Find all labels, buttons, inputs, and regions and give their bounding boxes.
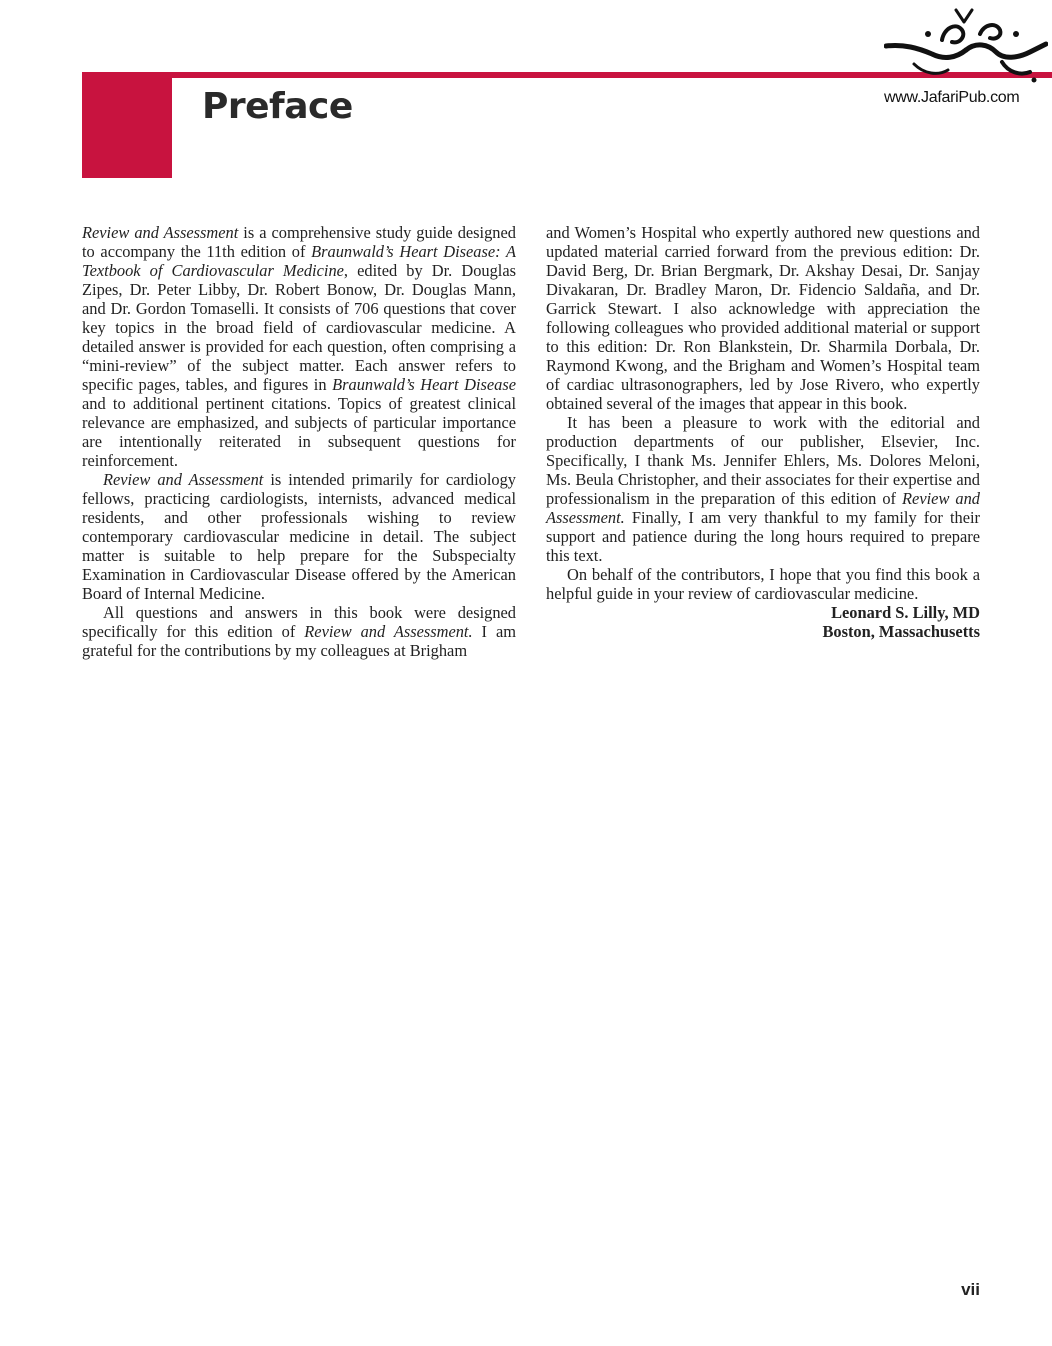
paragraph (82, 223, 516, 470)
right-column (546, 223, 980, 641)
jafaripub-logo-icon (884, 4, 1048, 86)
paragraph (82, 603, 516, 660)
body-text: is intended primarily for cardiology fellows, practicing cardiologists, internists, advanced medical residents, and other professionals wishing to review contemporary cardiovascular medicine in detail. The subject matter is suitable to help prepare for the Subspecialty Examination in Cardiovascular Disease offered by the American Board of Internal Medicine. (82, 470, 516, 603)
body-text: I am grateful for the contributions by my colleagues at Brigham (82, 622, 516, 660)
body-text: and to additional pertinent citations. Topics of greatest clinical relevance are emphasized, and subjects of particular importance are intentionally reiterated in subsequent questions for reinforcement. (82, 394, 516, 470)
header-accent-block (82, 72, 172, 178)
paragraph (82, 470, 516, 603)
body-text: Finally, I am very thankful to my family for their support and patience during the long hours required to prepare this text. (546, 508, 980, 565)
signature-name: Leonard S. Lilly, MD (831, 603, 980, 622)
italic-text: Braunwald’s Heart Disease (332, 375, 516, 394)
italic-text: Review and Assessment. (304, 622, 473, 641)
left-column (82, 223, 516, 660)
italic-text: Braunwald’s Heart Disease: A Textbook of Cardiovascular Medicine (82, 242, 516, 280)
body-text: It has been a pleasure to work with the editorial and production departments of our publisher, Elsevier, Inc. Specifically, I thank Ms. Jennifer Ehlers, Ms. Dolores Meloni, Ms. Beula Christopher, and their associates for their expertise and professionalism in the preparation of this edition of (546, 413, 980, 508)
italic-text: Review and Assessment (82, 223, 239, 242)
body-text: is a comprehensive study guide designed to accompany the 11th edition of (82, 223, 516, 261)
body-text: , edited by Dr. Douglas Zipes, Dr. Peter Libby, Dr. Robert Bonow, Dr. Douglas Mann, and Dr. Gordon Tomaselli. It consists of 706 questions that cover key topics in the broad field of cardiovascular medicine. A detailed answer is provided for each question, often comprising a “mini-review” of the subject matter. Each answer refers to specific pages, tables, and figures in (82, 261, 517, 394)
paragraph: On behalf of the contributors, I hope that you find this book a helpful guide in your review of cardiovascular medicine. (546, 565, 980, 603)
page-title: Preface (202, 86, 353, 127)
italic-text: Review and Assessment (103, 470, 264, 489)
paragraph: and Women’s Hospital who expertly authored new questions and updated material carried forward from the previous edition: Dr. David Berg, Dr. Brian Bergmark, Dr. Akshay Desai, Dr. Sanjay Divakaran, Dr. Bradley Maron, Dr. Fidencio Saldaña, and Dr. Garrick Stewart. I also acknowledge with appreciation the following colleagues who provided additional material or support to this edition: Dr. Ron Blankstein, Dr. Sharmila Dorbala, Dr. Raymond Kwong, and the Brigham and Women’s Hospital team of cardiac ultrasonographers, led by Jose Rivero, who expertly obtained several of the images that appear in this book. (546, 223, 980, 413)
body-text: All questions and answers in this book were designed specifically for this edition of (82, 603, 516, 641)
signature-location: Boston, Massachusetts (822, 622, 980, 641)
paragraph (546, 413, 980, 565)
page-number: vii (961, 1280, 980, 1299)
watermark-url: www.JafariPub.com (884, 89, 1020, 106)
italic-text: Review and Assessment. (546, 489, 980, 527)
